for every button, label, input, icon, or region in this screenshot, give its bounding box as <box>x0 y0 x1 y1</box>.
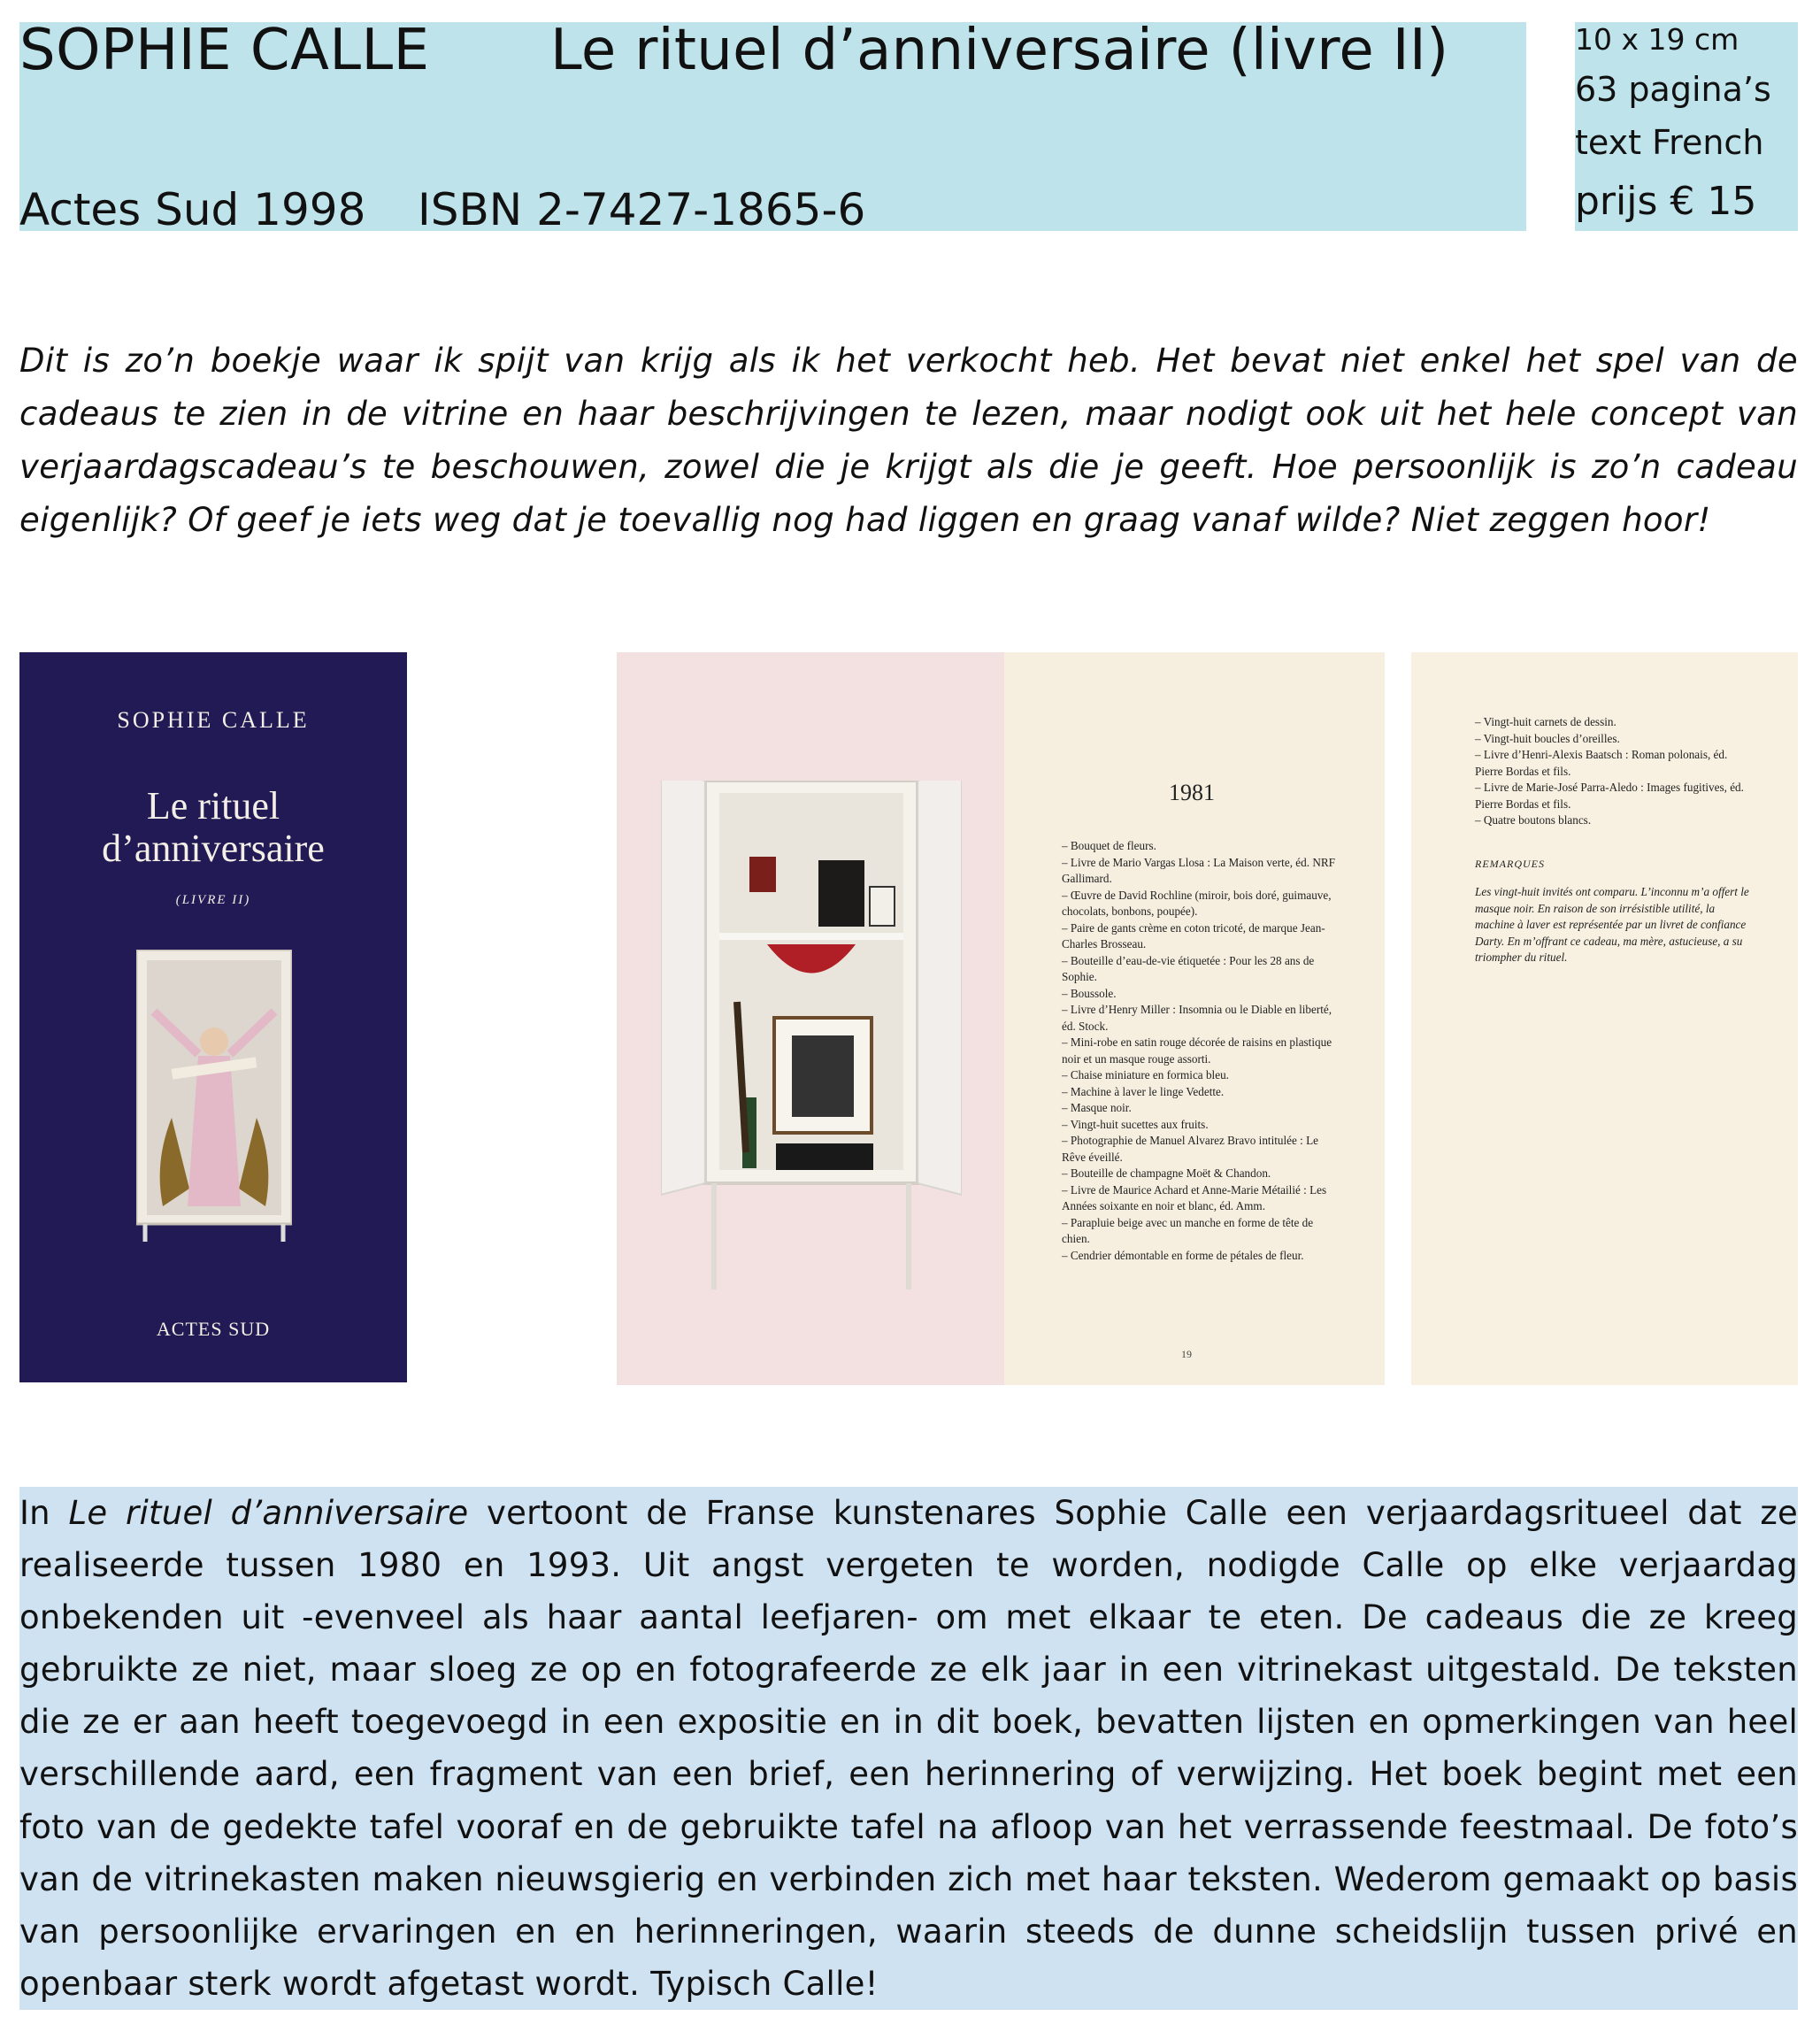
gift-item-10: – Machine à laver le linge Vedette. <box>1062 1084 1225 1098</box>
cover-subtitle: (LIVRE II) <box>175 893 251 907</box>
gift-item-5: – Bouteille d’eau-de-vie étiquetée : Pour les 28 ans de Sophie. <box>1062 953 1315 983</box>
gift-item-continued-4: – Livre de Marie-José Parra-Aledo : Images fugitives, éd. Pierre Bordas et fils. <box>1475 781 1744 811</box>
text-language: text French <box>1575 123 1764 162</box>
gift-item-14: – Bouteille de champagne Moët & Chandon. <box>1062 1166 1271 1180</box>
gift-item-6: – Boussole. <box>1062 986 1117 1000</box>
gift-item-2: – Livre de Mario Vargas Llosa : La Maison verte, éd. NRF Gallimard. <box>1062 855 1335 885</box>
spread-left-page <box>617 652 1004 1385</box>
gift-item-7: – Livre d’Henry Miller : Insomnia ou le Diable en liberté, éd. Stock. <box>1062 1003 1332 1033</box>
body-title-italic: Le rituel d’anniversaire <box>68 1494 469 1532</box>
remarks-heading: REMARQUES <box>1475 858 1545 870</box>
remarks-text: Les vingt-huit invités ont comparu. L’inconnu m’a offert le masque noir. En raison de son irrésistible utilité, la machine à laver est représentée par un livret de confiance Darty. En m’offrant ce cadeau, ma mère, astucieuse, a su triompher du rituel. <box>1475 885 1749 964</box>
gift-item-16: – Parapluie beige avec un manche en forme de tête de chien. <box>1062 1215 1314 1245</box>
gift-item-11: – Masque noir. <box>1062 1101 1132 1114</box>
body-paragraph <box>19 1487 1798 2010</box>
cover-author: SOPHIE CALLE <box>117 707 310 733</box>
gift-item-4: – Paire de gants crème en coton tricoté, de marque Jean-Charles Brosseau. <box>1062 920 1325 951</box>
price: prijs € 15 <box>1575 179 1757 224</box>
gift-item-3: – Œuvre de David Rochline (miroir, bois doré, guimauve, chocolats, bonbons, poupée). <box>1062 888 1332 918</box>
book-cover-image <box>19 652 407 1382</box>
gift-list <box>1062 838 1336 1264</box>
gift-item-continued-2: – Vingt-huit boucles d’oreilles. <box>1475 731 1620 745</box>
gift-item-15: – Livre de Maurice Achard et Anne-Marie Métailié : Les Années soixante en noir et blanc, éd. Amm. <box>1062 1182 1327 1212</box>
book-page-image <box>1411 652 1798 1385</box>
vitrine-cabinet-photo <box>661 781 962 1289</box>
gift-item-12: – Vingt-huit sucettes aux fruits. <box>1062 1117 1209 1131</box>
book-spread-image <box>617 652 1385 1385</box>
gift-item-9: – Chaise miniature en formica bleu. <box>1062 1068 1229 1081</box>
book-size: 10 x 19 cm <box>1575 22 1739 57</box>
spread-year: 1981 <box>1169 780 1215 805</box>
cover-title-line1: Le rituel <box>146 784 280 827</box>
author-name: SOPHIE CALLE <box>19 18 430 83</box>
gift-item-continued-1: – Vingt-huit carnets de dessin. <box>1475 715 1616 728</box>
cover-title-line2: d’anniversaire <box>102 827 325 870</box>
gift-item-8: – Mini-robe en satin rouge décorée de raisins en plastique noir et un masque rouge assorti. <box>1062 1035 1332 1066</box>
gift-item-continued-5: – Quatre boutons blancs. <box>1475 813 1592 827</box>
gift-item-17: – Cendrier démontable en forme de pétales de fleur. <box>1062 1248 1304 1262</box>
isbn: ISBN 2-7427-1865-6 <box>418 184 866 235</box>
publisher-year: Actes Sud 1998 <box>19 184 366 235</box>
body-main-text: vertoont de Franse kunstenares Sophie Calle een verjaardagsritueel dat ze realiseerde tussen 1980 en 1993. Uit angst vergeten te worden, nodigde Calle op elke verjaardag onbekenden uit -evenveel als haar aantal leefjaren- om met elkaar te eten. De cadeaus die ze kreeg gebruikte ze niet, maar sloeg ze op en fotografeerde ze elk jaar in een vitrinekast uitgestald. De teksten die ze er aan heeft toegevoegd in een expositie en in dit boek, bevatten lijsten en opmerkingen van heel verschillende aard, een fragment van een brief, een herinnering of verwijzing. Het boek begint met een foto van de gedekte tafel vooraf en de gebruikte tafel na afloop van het verrassende feestmaal. De foto’s van de vitrinekasten maken nieuwsgierig en verbinden zich met haar teksten. Wederom gemaakt op basis van persoonlijke ervaringen en en herinneringen, waarin steeds de dunne scheidslijn tussen privé en openbaar sterk wordt afgetast wordt. Typisch Calle! <box>19 1494 1799 2003</box>
cover-title <box>19 785 407 870</box>
cover-publisher: ACTES SUD <box>156 1318 271 1340</box>
gift-item-13: – Photographie de Manuel Alvarez Bravo intitulée : Le Rêve éveillé. <box>1062 1134 1319 1164</box>
spread-right-page <box>1004 652 1385 1385</box>
body-prefix: In <box>19 1494 69 1532</box>
page-number: 19 <box>1181 1348 1192 1360</box>
cover-cabinet-illustration <box>136 950 292 1242</box>
page-count: 63 pagina’s <box>1575 70 1771 109</box>
intro-paragraph: Dit is zo’n boekje waar ik spijt van krijg als ik het verkocht heb. Het bevat niet enkel het spel van de cadeaus te zien in de vitrine en haar beschrijvingen te lezen, maar nodigt ook uit het hele concept van verjaardagscadeau’s te beschouwen, zowel die je krijgt als die je geeft. Hoe persoonlijk is zo’n cadeau eigenlijk? Of geef je iets weg dat je toevallig nog had liggen en graag vanaf wilde? Niet zeggen hoor! <box>19 342 1798 539</box>
gift-item-1: – Bouquet de fleurs. <box>1062 839 1156 852</box>
gift-item-continued-3: – Livre d’Henri-Alexis Baatsch : Roman polonais, éd. Pierre Bordas et fils. <box>1475 748 1728 778</box>
book-title: Le rituel d’anniversaire (livre II) <box>550 18 1449 83</box>
gift-list-continued <box>1475 714 1749 829</box>
